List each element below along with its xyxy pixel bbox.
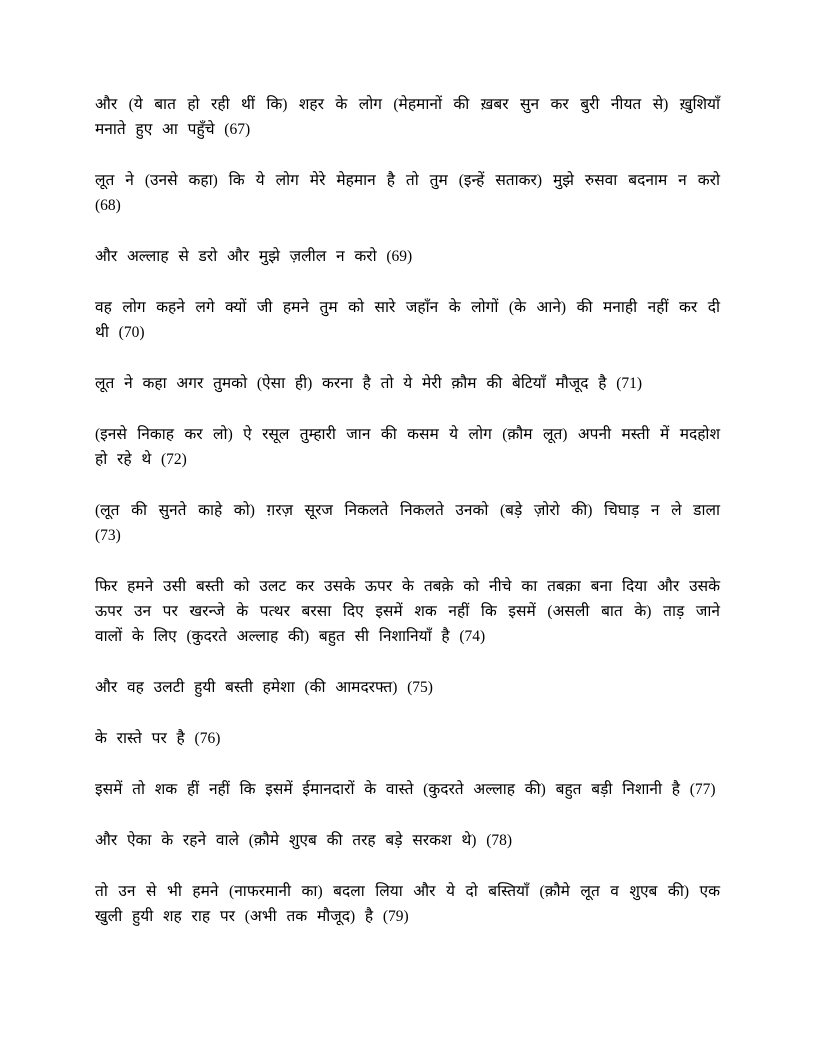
verse-73: (लूत की सुनते काहे को) ग़रज़ सूरज निकलते निकलते उनको (बड़े ज़ोरो की) चिघाड़ न ले डाला (73) bbox=[95, 502, 720, 544]
verse-79: तो उन से भी हमने (नाफरमानी का) बदला लिया और ये दो बस्तियाँ (क़ौमे लूत व शुएब की) एक खुली हुयी शह राह पर (अभी तक मौजूद) है (79) bbox=[95, 883, 720, 925]
verse-72: (इनसे निकाह कर लो) ऐ रसूल तुम्हारी जान की कसम ये लोग (क़ौम लूत) अपनी मस्ती में मदहोश हो रहे थे (72) bbox=[95, 426, 720, 468]
verse-70: वह लोग कहने लगे क्यों जी हमने तुम को सारे जहाँन के लोगों (के आने) की मनाही नहीं कर दी थी (70) bbox=[95, 299, 720, 341]
verse-77: इसमें तो शक हीं नहीं कि इसमें ईमानदारों के वास्ते (कुदरते अल्लाह की) बहुत बड़ी निशानी है (77) bbox=[95, 781, 716, 798]
verse-text-block bbox=[95, 92, 720, 929]
verse-67: और (ये बात हो रही थीं कि) शहर के लोग (मेहमानों की ख़बर सुन कर बुरी नीयत से) ख़ुशियाँ मनाते हुए आ पहुँचे (67) bbox=[95, 96, 720, 138]
verse-74: फिर हमने उसी बस्ती को उलट कर उसके ऊपर के तबक़े को नीचे का तबक़ा बना दिया और उसके ऊपर उन पर खरन्जे के पत्थर बरसा दिए इसमें शक नहीं कि इसमें (असली बात के) ताड़ जाने वालों के लिए (कुदरते अल्लाह की) बहुत सी निशानियाँ है (74) bbox=[95, 578, 720, 645]
verse-68: लूत ने (उनसे कहा) कि ये लोग मेरे मेहमान है तो तुम (इन्हें सताकर) मुझे रुसवा बदनाम न करो (68) bbox=[95, 172, 720, 214]
verse-69: और अल्लाह से डरो और मुझे ज़लील न करो (69) bbox=[95, 248, 413, 265]
verse-71: लूत ने कहा अगर तुमको (ऐसा ही) करना है तो ये मेरी क़ौम की बेटियाँ मौजूद है (71) bbox=[95, 375, 643, 392]
verse-75: और वह उलटी हुयी बस्ती हमेशा (की आमदरफ्त) (75) bbox=[95, 679, 433, 696]
verse-76: के रास्ते पर है (76) bbox=[95, 730, 221, 747]
verse-78: और ऐका के रहने वाले (क़ौमे शुएब की तरह बड़े सरकश थे) (78) bbox=[95, 832, 513, 849]
